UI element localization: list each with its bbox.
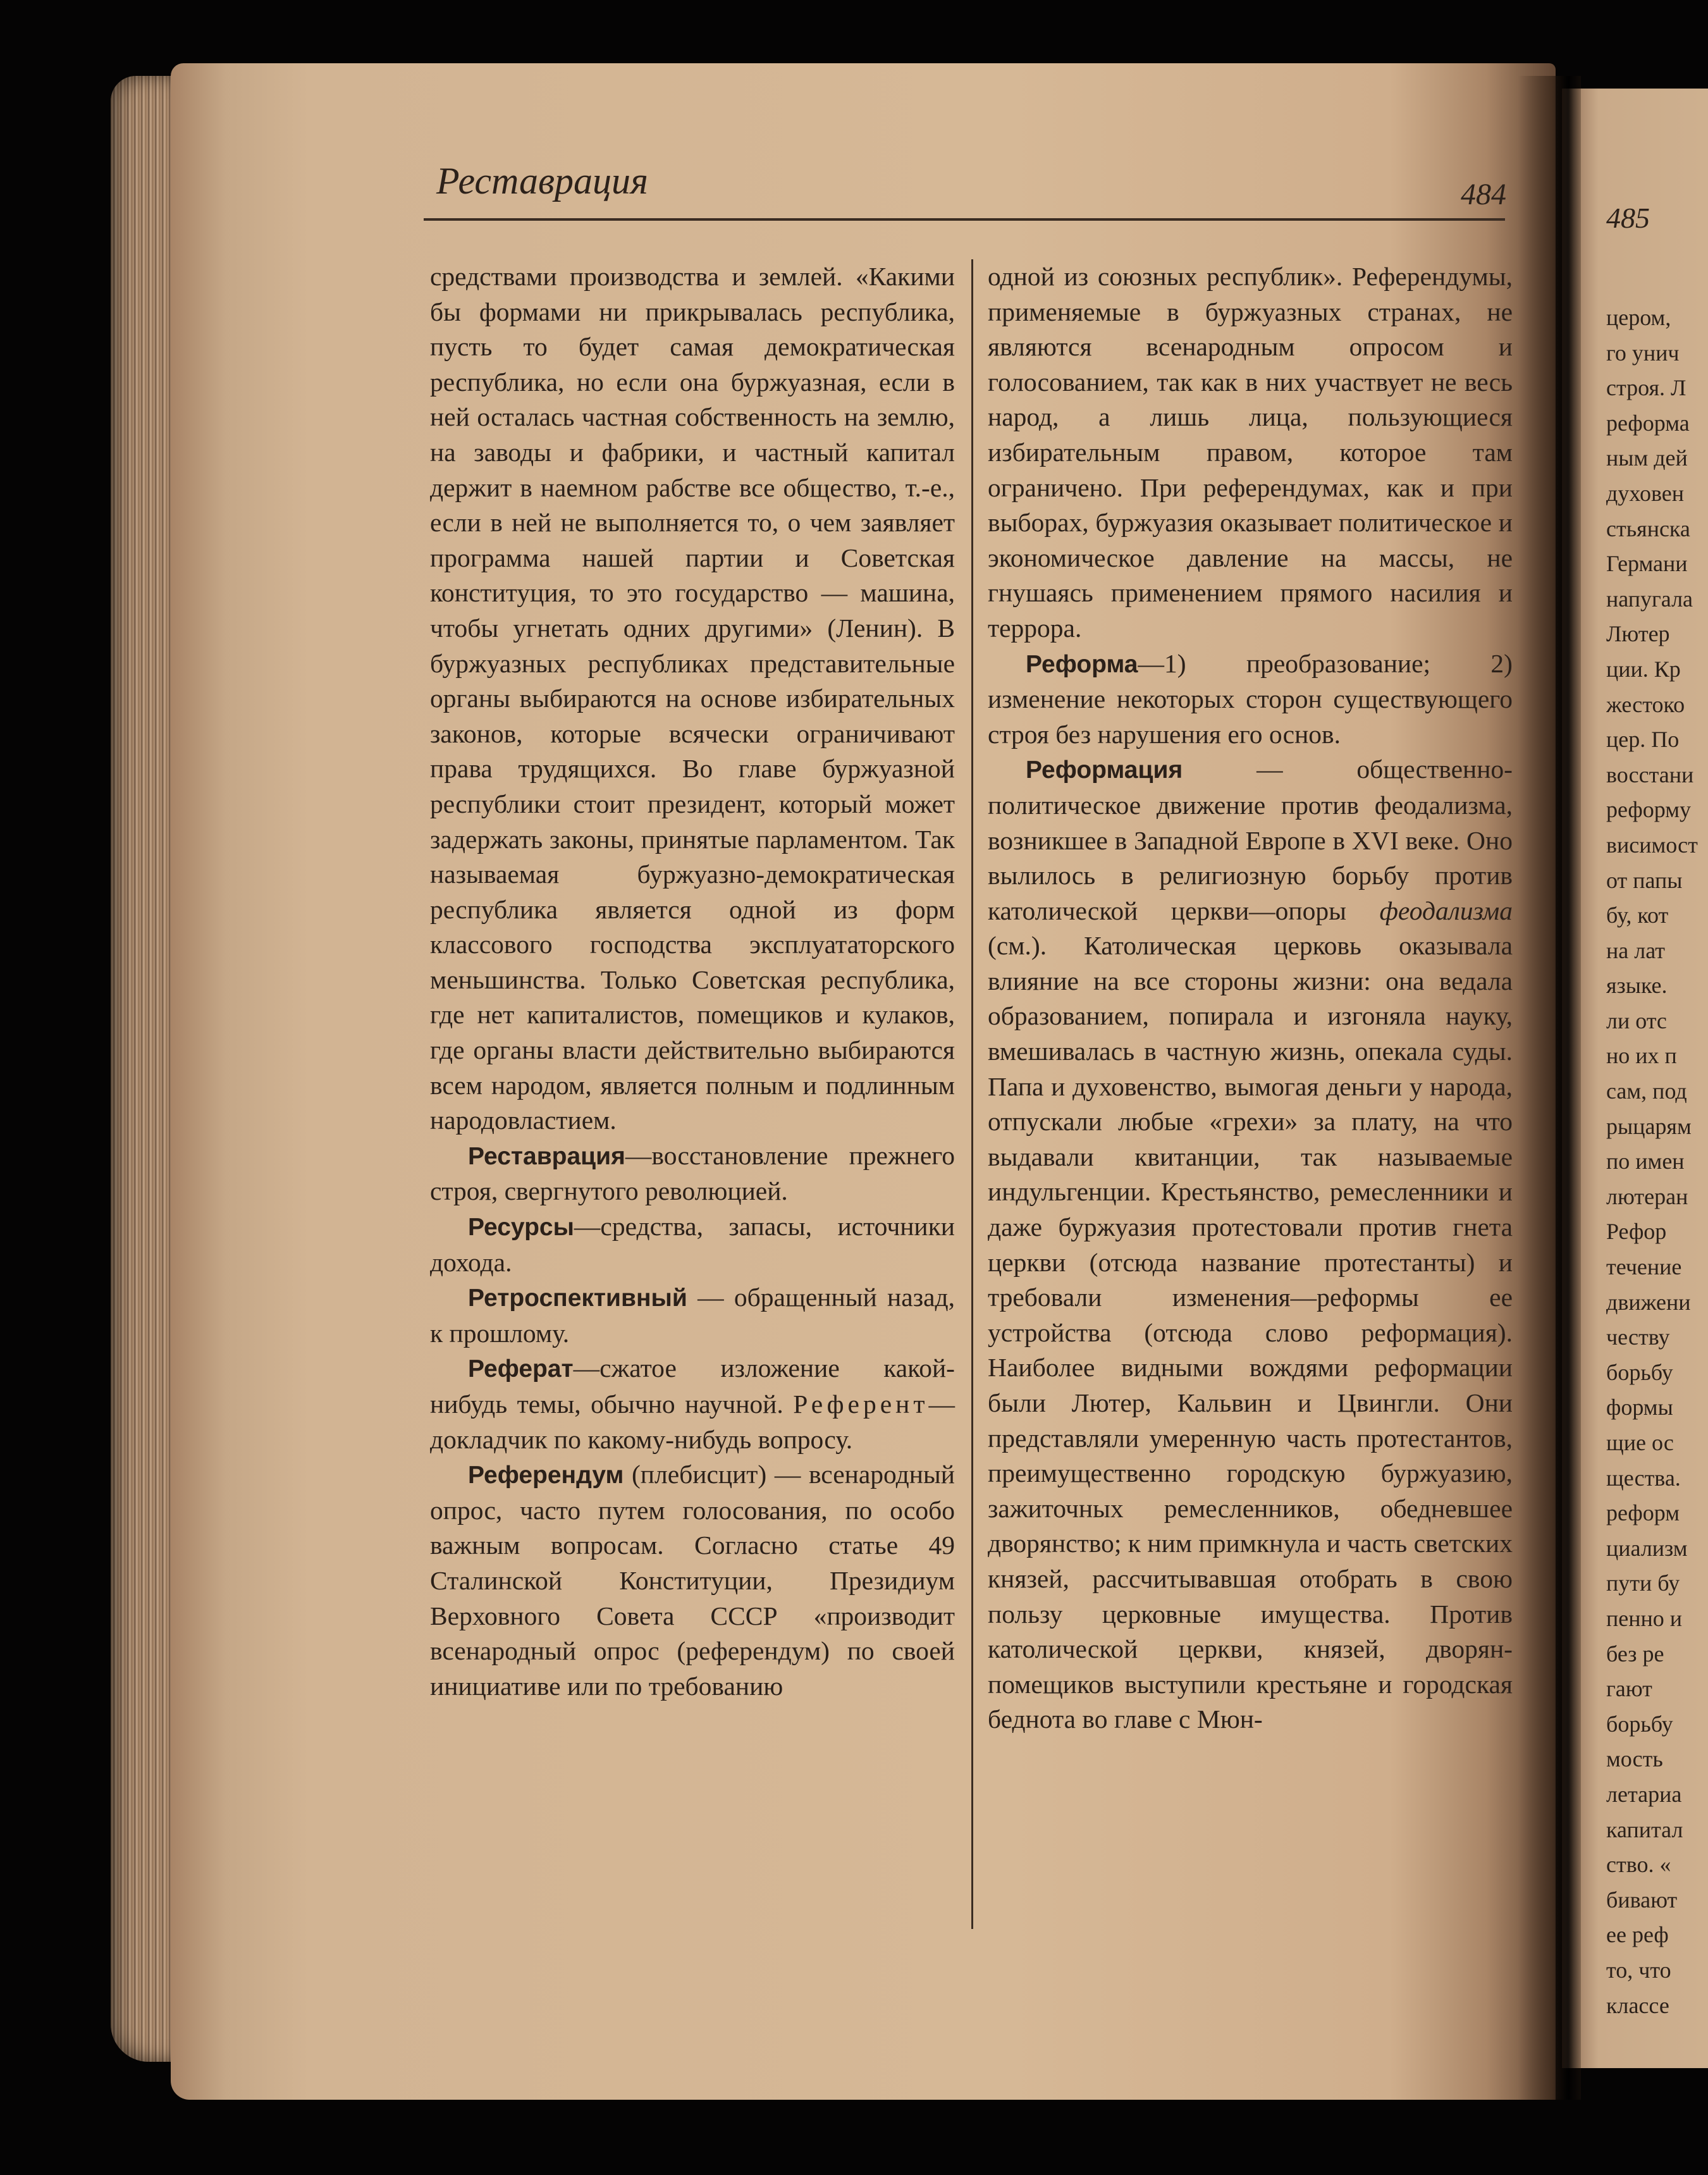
right-page-line: реформ	[1606, 1500, 1680, 1526]
right-page-line: пути бу	[1606, 1570, 1680, 1596]
headword: Ресурсы	[468, 1214, 574, 1242]
spaced-word: Референт	[793, 1389, 929, 1419]
right-page-line: языке.	[1606, 973, 1668, 999]
headword: Референдум	[468, 1462, 624, 1489]
right-page-line: ным дей	[1606, 445, 1688, 471]
right-page-line: циализм	[1606, 1535, 1688, 1561]
right-page-line: пенно и	[1606, 1605, 1683, 1631]
right-page-line: стьянска	[1606, 515, 1690, 541]
header-rule	[424, 218, 1505, 221]
right-page-line: бу, кот	[1606, 903, 1669, 928]
headword: Реферат	[468, 1355, 574, 1383]
book-gutter	[1518, 76, 1581, 2100]
entry-reforma	[988, 646, 1513, 753]
entry-referat	[430, 1351, 955, 1457]
right-page-line: гают	[1606, 1676, 1652, 1702]
right-page-line: висимост	[1606, 832, 1698, 858]
column-left	[430, 259, 955, 1704]
entry-retrospektivnyi	[430, 1280, 955, 1351]
right-page-line: классе	[1606, 1992, 1669, 2018]
definition: (см.). Католическая церковь оказывала влияние на все стороны жизни: она ведала образованием, попирала и изгоняла науку, вмешивалась в частную жизнь, опекала суды. Папа и духовенство, вымогая деньги у народа, отпускали любые «грехи» за плату, на что выдавали квитанции, так называемые индульгенции. Крестьянство, ремесленники и даже буржуазия протестовали против гнета церкви (отсюда название протестанты) и требовали изменения—реформы ее устройства (отсюда слово реформация). Наиболее видными вождями реформации были Лютер, Кальвин и Цвингли. Они представляли умеренную часть протестантов, преимущественно городскую буржуазию, зажиточных ремесленников, обедневшее дворянство; к ним примкнула и часть светских князей, рассчитывавшая отобрать в свою пользу церковные имущества. Против католической церкви, князей, дворян-помещиков выступили крестьяне и городская беднота во главе с Мюн-	[988, 931, 1513, 1734]
right-page-line: щие ос	[1606, 1430, 1674, 1455]
right-page-line: капитал	[1606, 1816, 1683, 1842]
headword: Реформа	[1026, 650, 1138, 678]
right-page-line: напугала	[1606, 586, 1693, 612]
definition: (плебисцит) — всенародный опрос, часто путем голосования, по особо важным вопросам. Согласно статье 49 Сталинской Конституции, Президиум Верховного Совета СССР «производит всенародный опрос (референдум) по своей инициативе или по требованию	[430, 1460, 955, 1701]
right-page-line: восстани	[1606, 761, 1694, 787]
entry-referendum	[430, 1457, 955, 1704]
right-page-line: ции. Кр	[1606, 656, 1681, 682]
right-page-line: борьбу	[1606, 1711, 1673, 1737]
right-page-line: Германи	[1606, 551, 1688, 577]
definition: —восстановление прежнего строя, свергнутого революцией.	[430, 1140, 955, 1206]
entry-resursy	[430, 1209, 955, 1280]
right-page-line: течение	[1606, 1254, 1682, 1280]
entry-reformatsiya	[988, 752, 1513, 1737]
column-divider	[971, 259, 973, 1929]
right-page-line: движени	[1606, 1289, 1691, 1315]
right-page-line: цер. По	[1606, 727, 1680, 753]
right-page-line: летариа	[1606, 1781, 1682, 1807]
headword: Реформация	[1026, 756, 1183, 784]
headword: Реставрация	[468, 1142, 625, 1170]
right-page-line: борьбу	[1606, 1359, 1673, 1385]
right-page-line: честву	[1606, 1324, 1670, 1350]
running-header-title: Реставрация	[436, 160, 648, 202]
right-page-line: рыцарям	[1606, 1113, 1692, 1139]
right-page-line: Рефор	[1606, 1219, 1667, 1245]
definition: —1) преобразование; 2) изменение некоторых сторон существующего строя без нарушения его основ.	[988, 648, 1513, 749]
definition: —средства, запасы, источники дохода.	[430, 1212, 955, 1277]
right-page-line: без ре	[1606, 1641, 1664, 1667]
definition: —сжатое изложение какой-нибудь темы, обычно научной.	[430, 1353, 955, 1419]
right-page-line: жестоко	[1606, 691, 1685, 717]
right-page-line: формы	[1606, 1395, 1673, 1420]
right-page-line: сам, под	[1606, 1078, 1687, 1104]
right-page-line: ство. «	[1606, 1852, 1671, 1878]
right-page-line: по имен	[1606, 1149, 1685, 1174]
right-page-line: реформу	[1606, 797, 1691, 823]
right-page-line: цером,	[1606, 305, 1671, 330]
right-page-line: ее реф	[1606, 1922, 1669, 1948]
right-page-line: го унич	[1606, 340, 1680, 366]
right-page-line: то, что	[1606, 1957, 1671, 1983]
right-page-line: но их п	[1606, 1043, 1677, 1069]
right-page-line: духовен	[1606, 480, 1684, 506]
column-right	[988, 259, 1513, 1737]
paragraph-republic: средствами производства и землей. «Какими бы формами ни прикрывалась республика, пусть то будет самая демократическая республика, но если она буржуазная, если в ней осталась частная собственность на землю, на заводы и фабрики, и частный капитал держит в наемном рабстве все общество, т.-е., если в ней не выполняется то, о чем заявляет программа нашей партии и Советская конституция, то это государство — машина, чтобы угнетать одних другими» (Ленин). В буржуазных республиках представительные органы выбираются на основе избирательных законов, которые всячески ограничивают права трудящихся. Во главе буржуазной республики стоит президент, который может задержать законы, принятые парламентом. Так называемая буржуазно-демократическая республика является одной из форм классового господства эксплуататорского меньшинства. Только Советская республика, где нет капиталистов, помещиков и кулаков, где органы власти действительно выбираются всем народом, является полным и подлинным народовластием.	[430, 262, 955, 1135]
right-page-line: лютеран	[1606, 1183, 1688, 1209]
right-page-number: 485	[1606, 202, 1650, 234]
right-page-line: щества.	[1606, 1465, 1681, 1491]
right-page-line: строя. Л	[1606, 375, 1686, 401]
right-page-line: бивают	[1606, 1887, 1678, 1913]
right-page-column	[1606, 300, 1708, 2023]
definition: — обращенный назад, к прошлому.	[430, 1283, 955, 1348]
definition: —докладчик по какому-нибудь вопросу.	[430, 1389, 955, 1454]
cross-reference: феодализма	[1379, 896, 1513, 925]
definition: — общественно-политическое движение против феодализма, возникшее в Западной Европе в XVI веке. Оно вылилось в религиозную борьбу против католической церкви—опоры	[988, 755, 1513, 925]
paragraph-referendum-cont: одной из союзных республик». Референдумы, применяемые в буржуазных странах, не являются всенародным опросом и голосованием, так как в них участвует не весь народ, а лишь лица, пользующиеся избирательным правом, которое там ограничено. При референдумах, как и при выборах, буржуазия оказывает политическое и экономическое давление на массы, не гнушаясь применением прямого насилия и террора.	[988, 262, 1513, 643]
right-page-line: реформа	[1606, 410, 1690, 436]
entry-restavratsiya	[430, 1138, 955, 1209]
right-page-line: на лат	[1606, 937, 1665, 963]
right-page-line: ли отс	[1606, 1007, 1667, 1033]
headword: Ретроспективный	[468, 1285, 687, 1312]
right-page-line: от папы	[1606, 867, 1683, 893]
page-number: 484	[1461, 178, 1506, 211]
right-page-line: мость	[1606, 1746, 1663, 1772]
right-page-line: Лютер	[1606, 621, 1670, 647]
